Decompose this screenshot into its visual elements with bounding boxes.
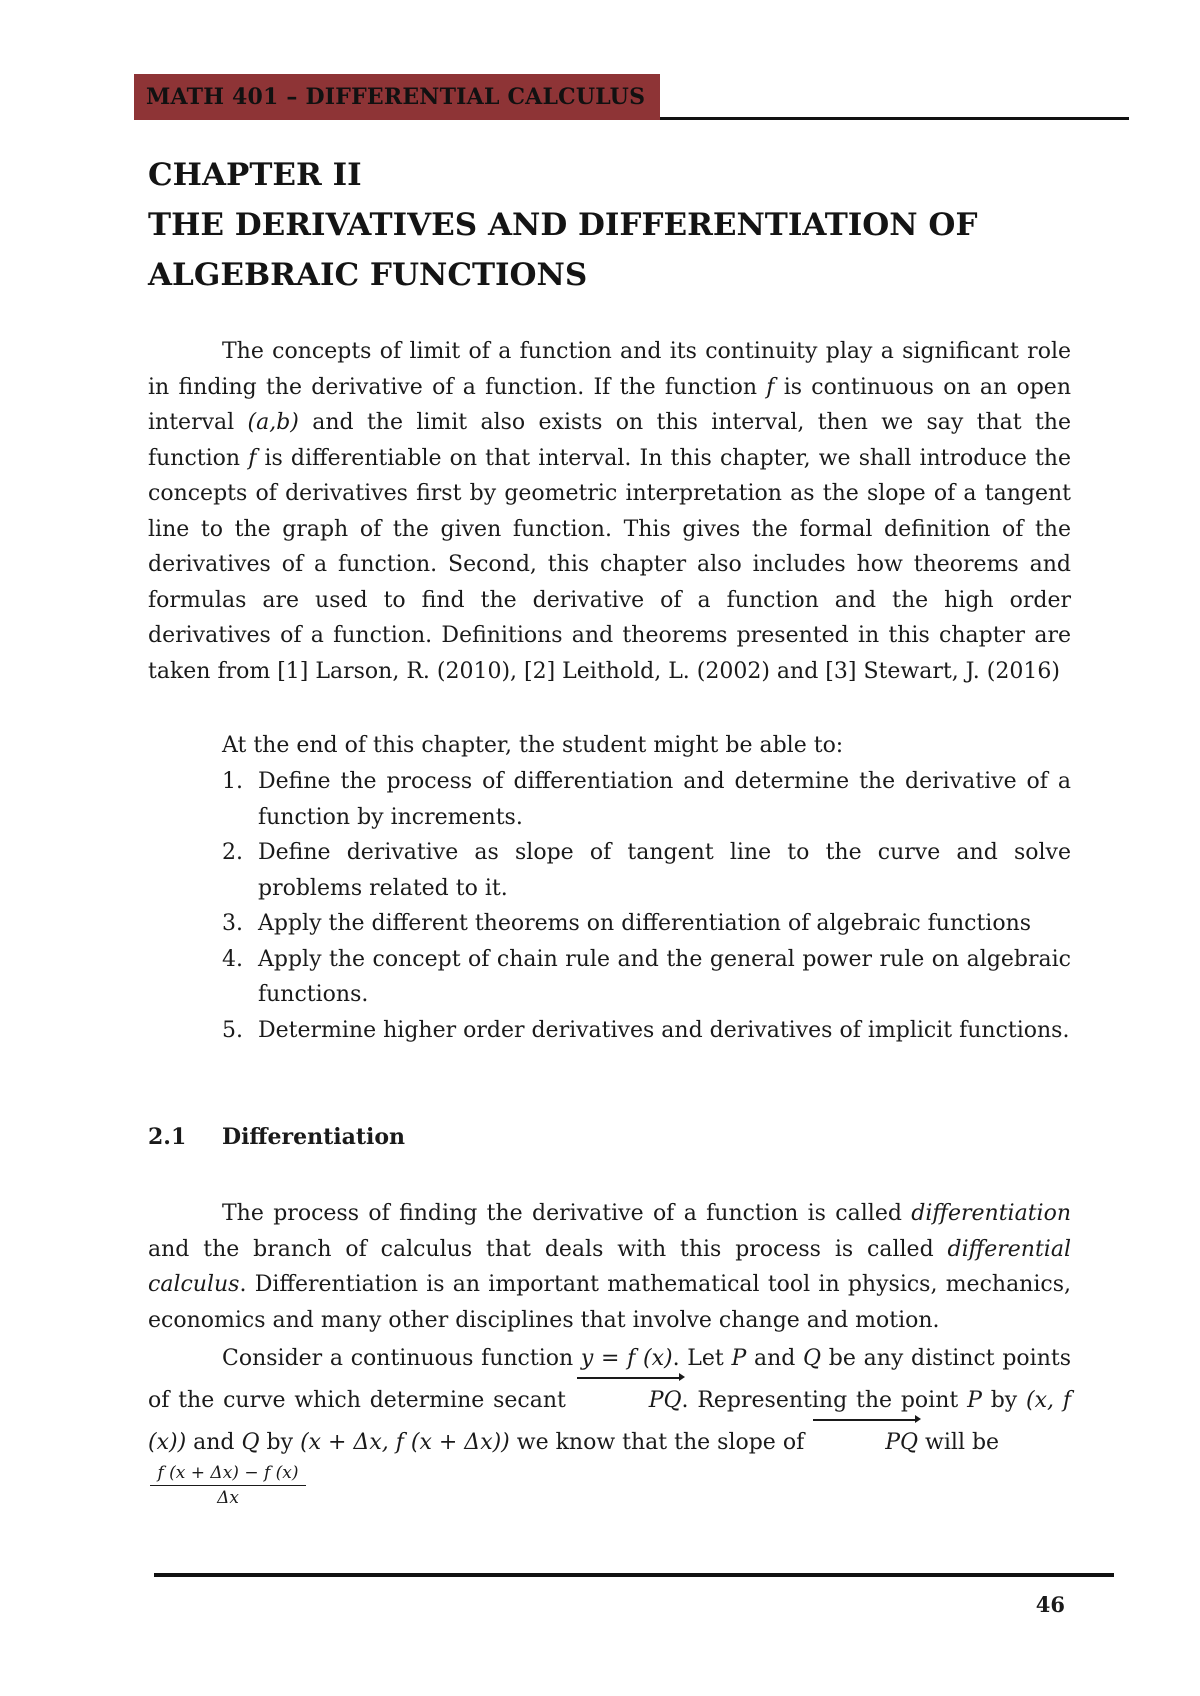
math-expression: y = f (x)	[580, 1346, 673, 1371]
page-number: 46	[1035, 1592, 1065, 1617]
term-differentiation: differentiation	[911, 1201, 1071, 1226]
list-number: 5.	[222, 1017, 243, 1043]
list-number: 3.	[222, 911, 243, 936]
interval-symbol: (a,b)	[247, 410, 299, 435]
slope-fraction	[150, 1463, 306, 1508]
math-expression: P	[731, 1346, 747, 1371]
fraction-denominator: Δx	[217, 1488, 239, 1508]
secant-vector: PQ	[575, 1380, 682, 1422]
list-item	[148, 764, 1071, 835]
footer-rule	[154, 1573, 1114, 1577]
function-symbol: f	[766, 374, 775, 400]
list-number: 4.	[222, 946, 243, 972]
math-expression: Q	[241, 1430, 260, 1455]
term-differential-calculus: differential calculus	[148, 1236, 1071, 1297]
list-text: Apply the concept of chain rule and the general power rule on algebraic functions.	[258, 946, 1071, 1007]
section-title: Differentiation	[222, 1124, 406, 1150]
math-expression: P	[967, 1388, 982, 1413]
header-rule	[660, 117, 1129, 120]
objectives-list	[148, 764, 1071, 1048]
chapter-title-line-2: ALGEBRAIC FUNCTIONS	[148, 257, 588, 293]
math-expression: Q	[803, 1346, 822, 1371]
list-item	[148, 1013, 1071, 1049]
list-item	[148, 942, 1071, 1013]
section-heading	[148, 1124, 405, 1150]
list-text: Determine higher order derivatives and derivatives of implicit functions.	[258, 1017, 1070, 1043]
math-expression: (x, f (x))	[148, 1388, 1072, 1455]
math-expression: (x + Δx, f (x + Δx))	[300, 1430, 510, 1455]
list-number: 1.	[222, 769, 243, 794]
list-text: Apply the different theorems on differentiation of algebraic functions	[258, 911, 1032, 936]
list-number: 2.	[222, 840, 243, 865]
function-symbol: f	[248, 445, 257, 471]
secant-paragraph: Consider a continuous function y = f (x). Let P and Q be any distinct points of the curve which determine secant PQ. Representing the point P by (x, f (x)) and Q by (x + Δx, f (x + Δx)) we know that the slope of PQ will be	[148, 1338, 1071, 1464]
chapter-title-line-1: THE DERIVATIVES AND DIFFERENTIATION OF	[148, 207, 978, 243]
list-text: Define the process of differentiation and determine the derivative of a function by increments.	[258, 769, 1071, 830]
objectives-intro: At the end of this chapter, the student might be able to:	[222, 733, 844, 758]
secant-vector: PQ	[811, 1422, 918, 1464]
course-header: MATH 401 – DIFFERENTIAL CALCULUS	[146, 84, 646, 110]
list-text: Define derivative as slope of tangent line to the curve and solve problems related to it.	[258, 840, 1071, 901]
list-item	[148, 906, 1071, 942]
chapter-number: CHAPTER II	[148, 157, 362, 193]
differentiation-paragraph: The process of finding the derivative of a function is called differentiation and the branch of calculus that deals with this process is called differential calculus. Differentiation is an important mathematical tool in physics, mechanics, economics and many other disciplines that involve change and motion.	[148, 1201, 1071, 1333]
intro-paragraph: The concepts of limit of a function and its continuity play a significant role in finding the derivative of a function. If the function f is continuous on an open interval (a,b) and the limit also exists on this interval, then we say that the function f is differentiable on that interval. In this chapter, we shall introduce the concepts of derivatives first by geometric interpretation as the slope of a tangent line to the graph of the given function. This gives the formal definition of the derivatives of a function. Second, this chapter also includes how theorems and formulas are used to find the derivative of a function and the high order derivatives of a function. Definitions and theorems presented in this chapter are taken from [1] Larson, R. (2010), [2] Leithold, L. (2002) and [3] Stewart, J. (2016)	[148, 339, 1071, 684]
chapter-title	[148, 150, 1048, 300]
section-number: 2.1	[148, 1124, 187, 1150]
fraction-numerator: f (x + Δx) − f (x)	[150, 1463, 306, 1486]
list-item	[148, 835, 1071, 906]
